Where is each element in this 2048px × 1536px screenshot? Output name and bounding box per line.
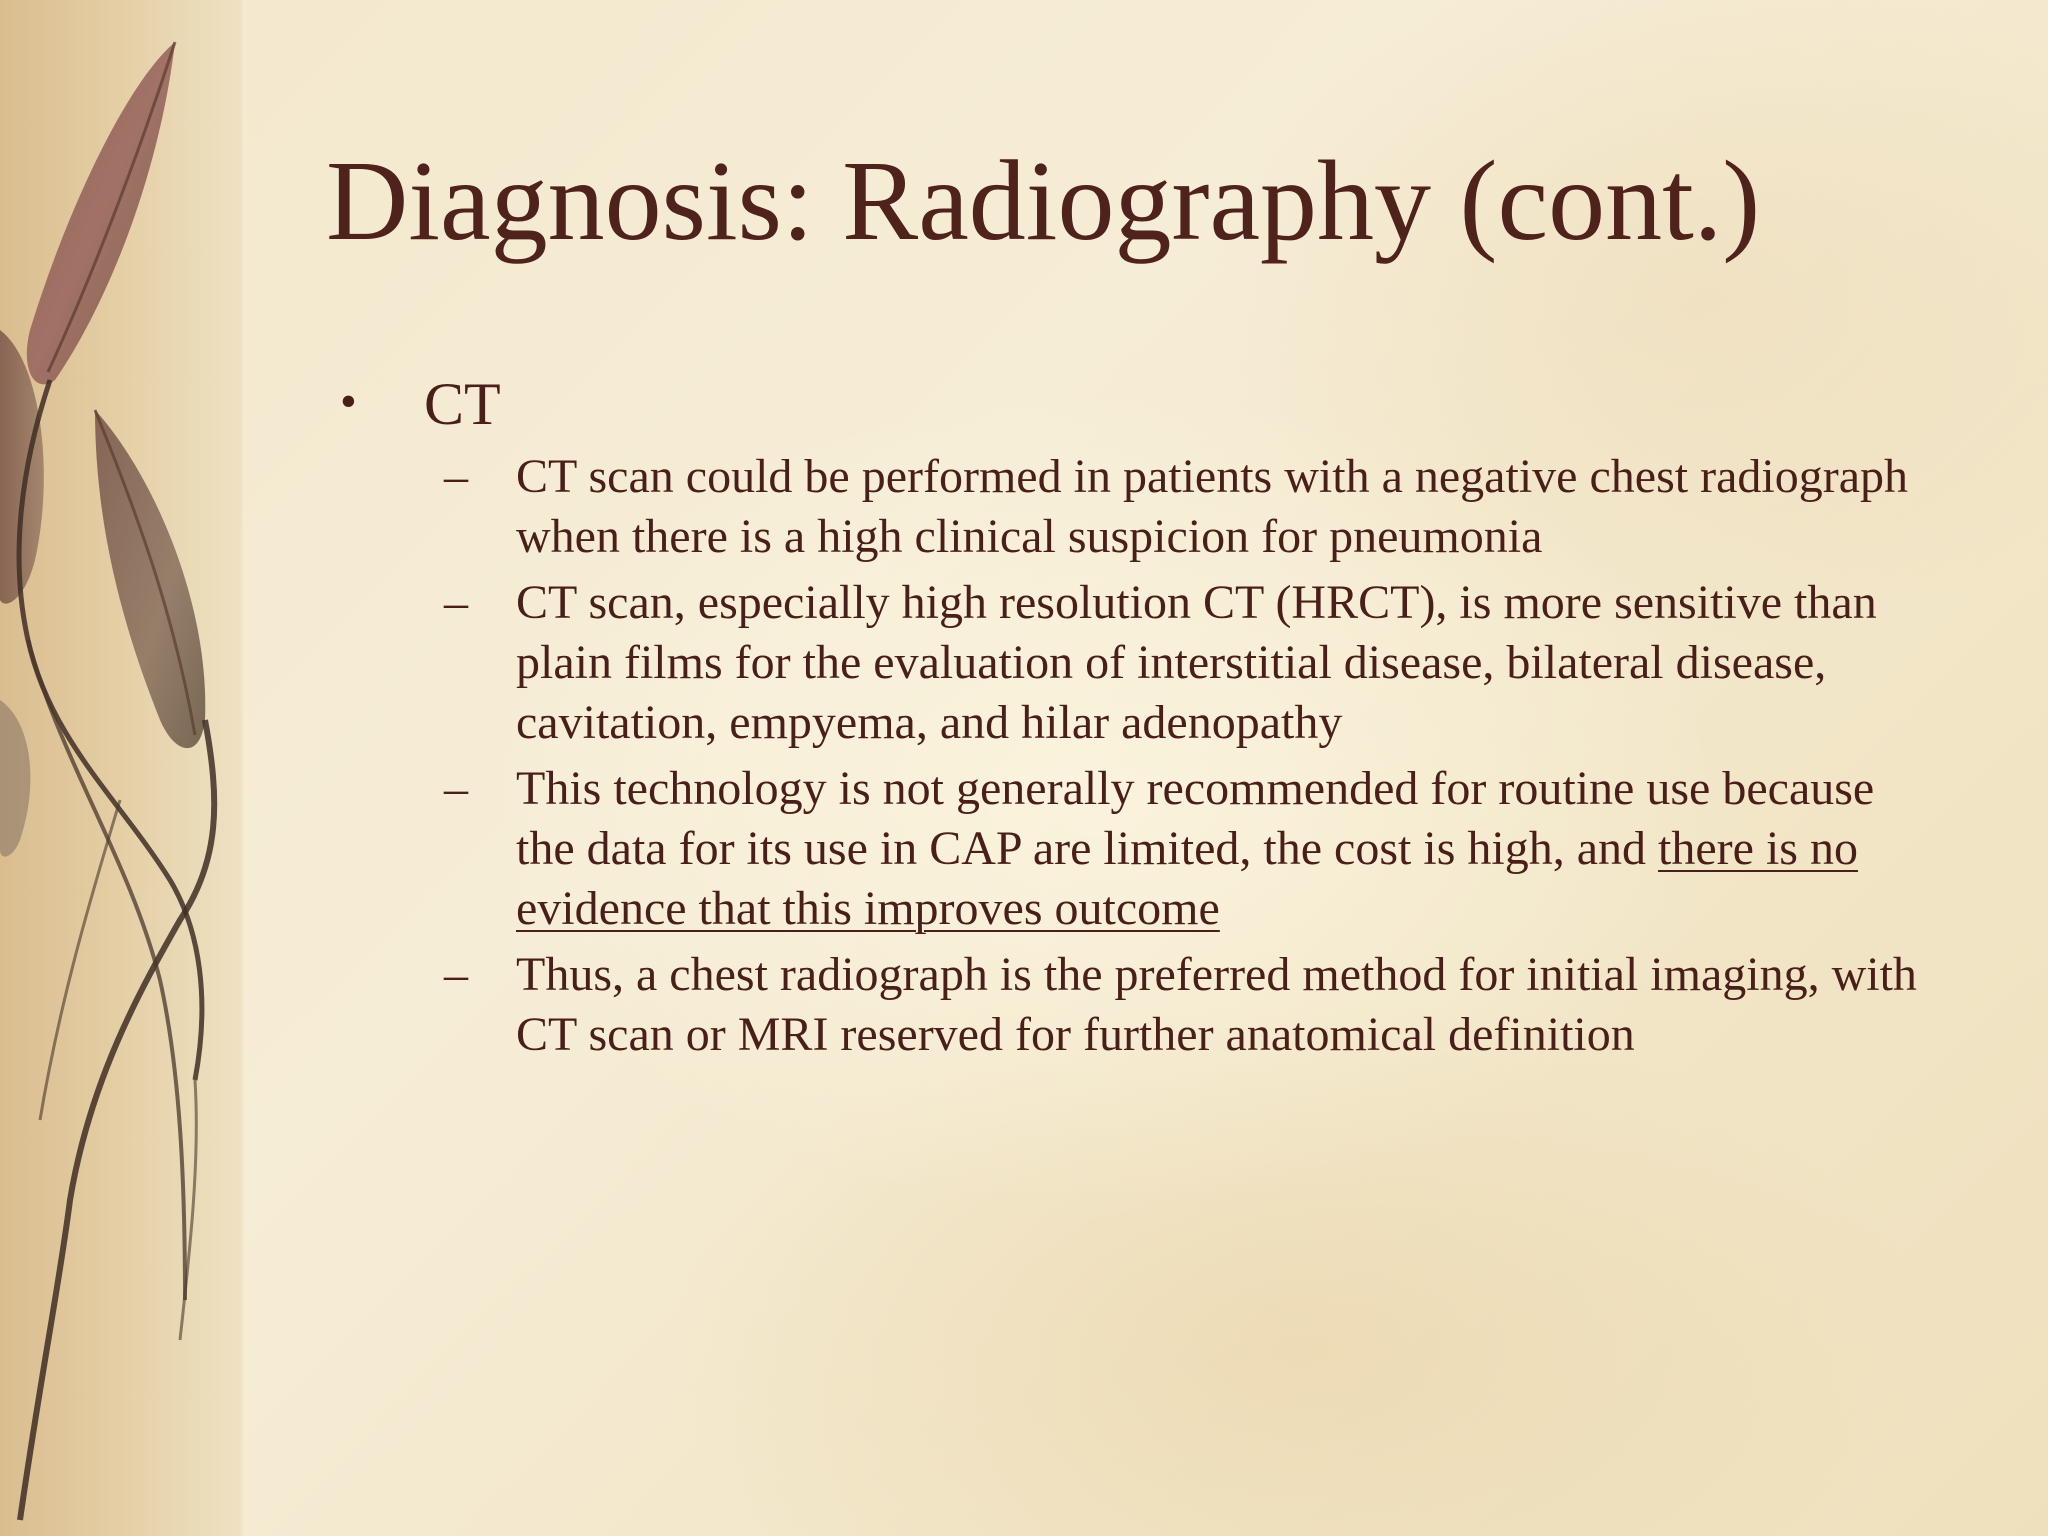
sub-bullet-list: [440, 447, 1920, 1065]
slide-title: Diagnosis: Radiography (cont.): [326, 137, 1761, 264]
sub-bullet-text: Thus, a chest radiograph is the preferred method for initial imaging, with CT scan or MRI reserved for further anatomical definition: [516, 948, 1917, 1061]
sub-bullet-text: [516, 759, 1920, 939]
sub-bullet-text-before: This technology is not generally recommended for routine use because the data for its use in CAP are limited, the cost is high, and: [516, 762, 1875, 875]
slide-body: [340, 370, 1920, 1071]
sub-bullet-text: CT scan could be performed in patients with a negative chest radiograph when there is a high clinical suspicion for pneumonia: [516, 450, 1908, 563]
bullet-marker: •: [340, 375, 357, 428]
dash-marker: –: [444, 450, 468, 503]
dash-marker: –: [444, 762, 468, 815]
sub-bullet-item: [440, 945, 1920, 1065]
underlined-emphasis: there is no evidence that this improves outcome: [516, 822, 1858, 935]
dash-marker: –: [444, 948, 468, 1001]
sub-bullet-text: CT scan, especially high resolution CT (HRCT), is more sensitive than plain films for the evaluation of interstitial disease, bilateral disease, cavitation, empyema, and hilar adenopathy: [516, 576, 1877, 749]
bullet-item: [340, 370, 1920, 439]
dash-marker: –: [444, 576, 468, 629]
sub-bullet-item: [440, 573, 1920, 753]
sub-bullet-item: [440, 447, 1920, 567]
leaf-icon: [0, 0, 260, 1536]
sub-bullet-item: [440, 759, 1920, 939]
bullet-label: CT: [424, 371, 501, 437]
